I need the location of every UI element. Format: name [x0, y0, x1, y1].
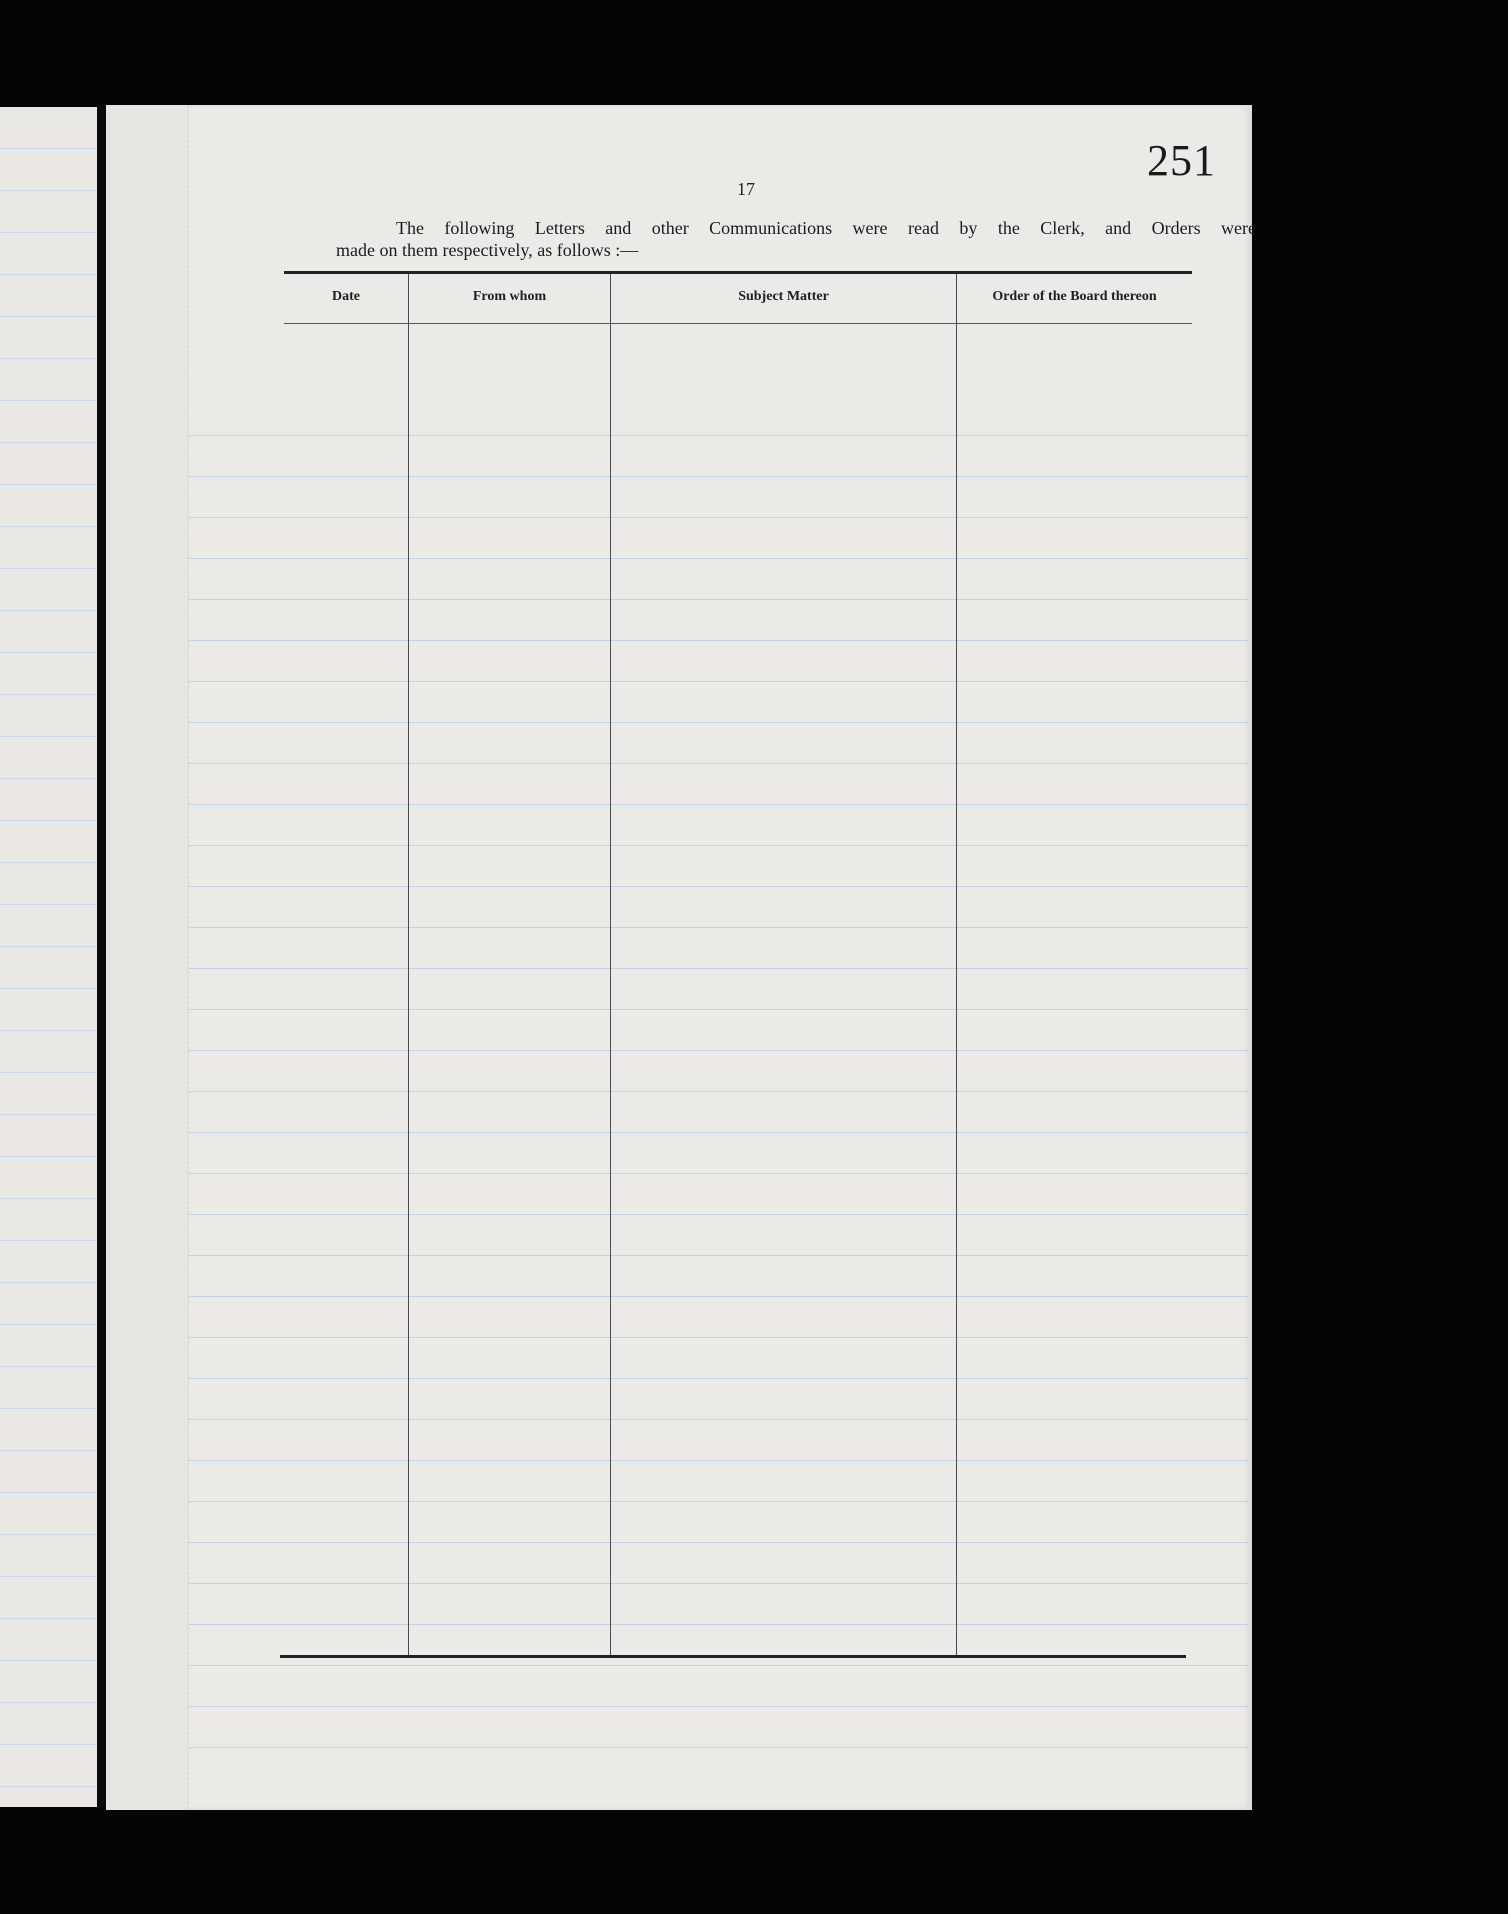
- column-header-order: Order of the Board thereon: [992, 289, 1157, 304]
- folio-number: 17: [737, 179, 755, 199]
- table-bottom-rule: [280, 1655, 1186, 1658]
- intro-line-1: The following Letters and other Communications were read by the Clerk, and Orders were: [396, 218, 1256, 238]
- page-number: 251: [1147, 136, 1216, 185]
- ledger-page: [106, 105, 1256, 1810]
- column-divider-subject: [956, 274, 957, 1655]
- column-header-subject-matter: Subject Matter: [738, 289, 829, 304]
- intro-line-2: made on them respectively, as follows :—: [336, 240, 639, 260]
- binding-margin: [106, 105, 189, 1810]
- facing-page-edge: [0, 107, 97, 1807]
- table-top-rule: [284, 271, 1192, 274]
- column-divider-date: [408, 274, 409, 1655]
- column-header-date: Date: [332, 289, 360, 304]
- column-divider-from: [610, 274, 611, 1655]
- ruled-lines: [188, 395, 1248, 1765]
- column-header-from-whom: From whom: [472, 289, 547, 304]
- table-header-rule: [284, 323, 1192, 324]
- intro-text: [336, 217, 1256, 261]
